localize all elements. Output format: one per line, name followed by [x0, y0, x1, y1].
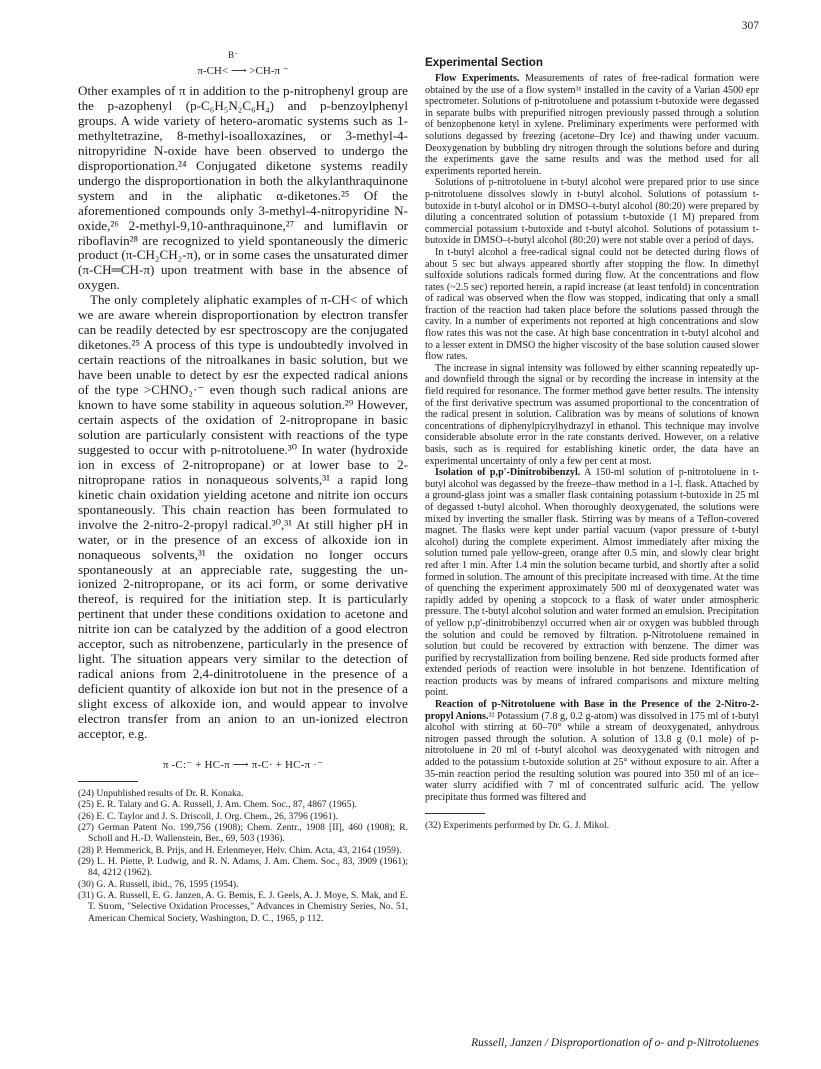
reference-item: (27) German Patent No. 199,756 (1908); Chem. Zentr., 1908 [II], 460 (1908); R. Scholl and H.-D. Wallenstein, Ber., 69, 503 (1936).	[78, 821, 408, 845]
footnote-divider	[425, 813, 485, 814]
experimental-text	[425, 73, 759, 803]
footnote-32: (32) Experiments performed by Dr. G. J. Mikol.	[425, 820, 610, 832]
equation-top	[78, 50, 408, 84]
paragraph-text: A 150-ml solution of p-nitrotoluene in t-butyl alcohol was degassed by the freeze–thaw method in a 1-l. flask. Attached by a ground-glass joint was a smaller flask containing potassium t-butoxide in 25 ml of degassed t-butyl alcohol. When thoroughly deoxygenated, the solutions were mixed by inverting the smaller flask. Stirring was by means of a Teflon-covered magnet. The flasks were kept under partial vacuum (vapor pressure of t-butyl alcohol) during the complete experiment. Almost immediately after mixing the solution turned pale yellow-green, orange after 0.5 min, and slowly clear bright red after 1 min. After 1.4 min the solution became turbid, and shortly after a solid formed in solution. The amount of this precipitate increased with time. At the time of quenching the experiment approximately 500 ml of deoxygenated water was rapidly added by opening a stopcock to a flask of water under atmospheric pressure. The t-butyl alcohol solution and water formed an emulsion. Precipitation of yellow p,p′-dinitrobibenzyl occurred when air or oxygen was bubbled through the solution and could be removed by filtration. p-Nitrotoluene remained in solution but could be recovered by extraction with benzene. The dimer was purified by recrystallization from boiling benzene. Red side products formed after extended periods of reaction were insoluble in hot benzene. Identification of reaction products was by means of infrared comparisons and mixture melting point.	[425, 467, 759, 699]
page-number: 307	[741, 20, 759, 32]
reference-list	[78, 788, 408, 924]
reference-item: (31) G. A. Russell, E. G. Janzen, A. G. Bemis, E. J. Geels, A. J. Moye, S. Mak, and E. T. Strom, "Selective Oxidation Processes," Advances in Chemistry Series, No. 51, American Chemical Society, Washington, D. C., 1965, p 112.	[78, 890, 408, 924]
right-column	[425, 50, 759, 831]
subheading: Isolation of p,p′-Dinitrobibenzyl.	[435, 467, 581, 479]
reference-item: (30) G. A. Russell, ibid., 76, 1595 (1954).	[78, 878, 239, 890]
paragraph-text: Solutions of p-nitrotoluene in t-butyl alcohol were prepared prior to use since p-nitrotoluene dissolves slowly in t-butyl alcohol. Solutions of potassium t-butoxide in t-butyl alcohol or in DMSO–t-butyl alcohol (80:20) were prepared by diluting a concentrated solution of potassium t-butoxide (1 M) prepared from commercial potassium t-butoxide and t-butyl alcohol. Solutions of potassium t-butoxide in DMSO–t-butyl alcohol (80:20) were not stable over a period of days.	[425, 177, 759, 247]
subheading: Flow Experiments.	[435, 73, 520, 84]
paragraph	[425, 73, 759, 177]
reference-item: (28) P. Hemmerick, B. Prijs, and H. Erlenmeyer, Helv. Chim. Acta, 43, 2164 (1959).	[78, 844, 402, 856]
reference-item: (26) E. C. Taylor and J. S. Driscoll, J. Org. Chem., 26, 3796 (1961).	[78, 810, 339, 822]
reference-item: (25) E. R. Talaty and G. A. Russell, J. Am. Chem. Soc., 87, 4867 (1965).	[78, 799, 357, 811]
section-title: Experimental Section	[425, 56, 543, 69]
running-footer: Russell, Janzen / Disproportionation of o- and p-Nitrotoluenes	[471, 1037, 759, 1049]
paragraph-text: In t-butyl alcohol a free-radical signal could not be detected during flows of about 5 sec but always appeared shortly after stopping the flow. In dimethyl sulfoxide solutions radicals formed during flow. At the concentrations and flow rates (~2.5 sec) reported herein, a rapid increase (at least tenfold) in concentration of radical was observed when the flow was stopped, indicating that only a small fraction of the reaction had taken place before the solutions passed through the cavity. In a number of experiments not reported at high concentrations and slow flow rates this was not the case. At high base concentration in t-butyl alcohol and to a lesser extent in DMSO the higher viscosity of the base solution caused slower flow rates.	[425, 246, 759, 363]
paragraph-text: The increase in signal intensity was followed by either scanning repeatedly up- and downfield through the signal or by recording the increase in intensity at the field required for resonance. The former method gave better results. The intensity of the first derivative spectrum was assumed proportional to the concentration of the radical present in solution. Calibration was by means of solutions of known concentrations of diphenylpicrylhydrazyl in ethanol. This technique may involve considerable absolute error in the rate constants derived. However, on a relative basis, such as is required for establishing kinetic order, the data have an experimental uncertainty of only a few per cent at most.	[425, 362, 759, 467]
reference-item: (24) Unpublished results of Dr. R. Konaka.	[78, 787, 244, 799]
footnote-divider	[78, 781, 138, 782]
left-body-text	[78, 84, 408, 742]
paragraph	[425, 177, 759, 247]
equation-electron-transfer: π -C:⁻ + HC-π ⟶ π-C· + HC-π ·⁻	[162, 758, 324, 771]
paragraph: The only completely aliphatic examples of π-CH< of which we are aware wherein disproportionation by electron transfer can be readily detected by esr spectroscopy are the conjugated diketones.²⁵ A process of this type is undoubtedly involved in certain reactions of the nitroalkanes in basic solution, but we have been unable to detect by esr the expected radical anions of the type >CHNO₂·⁻ even though such radical anions are known to have some stability in aqueous solution.²⁹ However, certain aspects of the oxidation of 2-nitropropane in basic solution are particularly consistent with reactions of the type suggested to occur with p-nitrotoluene.³⁰ In water (hydroxide ion in excess of 2-nitropropane) or at lower base to 2-nitropropane ratios in nonaqueous solvents,³¹ a rapid long kinetic chain oxidation yielding acetone and nitrite ion occurs spontaneously. This chain reaction has been formulated to involve the 2-nitro-2-propyl radical.³⁰,³¹ At still higher pH in water, or in the presence of an excess of alkoxide ion in nonaqueous solvents,³¹ the oxidation no longer occurs spontaneously at an appreciable rate, suggesting the un-ionized 2-nitropropane, or its aci form, or some derivative thereof, is required for the initiation step. It is particularly pertinent that under these conditions oxidation to acetone and nitrite ion can be catalyzed by the addition of a good electron acceptor, such as nitrobenzene, particularly in the presence of light. The situation appears very similar to the detection of radical anions from 2,4-dinitrotoluene in the presence of a deficient quantity of alkoxide ion but not in the presence of a slight excess of alkoxide ion, and would appear to involve electron transfer from an anion to an un-ionized electron acceptor, e.g.	[78, 292, 408, 741]
paragraph: Other examples of π in addition to the p-nitrophenyl group are the p-azophenyl (p-C₆H₅N₂C₆H₄) and p-benzoylphenyl groups. A wide variety of hetero-aromatic systems such as 1-methyltetrazine, 8-methyl-isoalloxazines, or 3-methyl-4-nitropyridine N-oxide have been observed to undergo the disproportionation.²⁴ Conjugated diketone systems readily undergo the disproportionation in both the alkylanthraquinone system and in the aliphatic α-diketones.²⁵ Of the aforementioned compounds only 3-methyl-4-nitropyridine N-oxide,²⁶ 2-methyl-9,10-anthraquinone,²⁷ and lumiflavin or riboflavin²⁸ are recognized to yield spontaneously the dimeric product (π-CH₂CH₂-π), or in some cases the unsaturated dimer (π-CH═CH-π) upon treatment with base in the absence of oxygen.	[78, 83, 408, 293]
paragraph	[425, 363, 759, 467]
paragraph-text: Measurements of rates of free-radical formation were obtained by the use of a flow system³¹ installed in the cavity of a Varian 4500 epr spectrometer. Solutions of p-nitrotoluene and potassium t-butoxide were degassed in separate bulbs with prepurified nitrogen previously passed through a solution of benzophenone ketyl in xylene. Preliminary experiments were performed with solutions degassed by freezing (acetone–Dry Ice) and thawing under vacuum. Deoxygenation by bubbling dry nitrogen through the solutions before and during the experiments gave the same results and was the method used for all experiments reported herein.	[425, 73, 759, 177]
equation-top-text: π-CH< ⟶ >CH-π ⁻	[197, 65, 289, 77]
left-column	[78, 50, 408, 924]
paragraph	[425, 247, 759, 363]
paragraph	[425, 467, 759, 699]
reference-item: (29) L. H. Piette, P. Ludwig, and R. N. Adams, J. Am. Chem. Soc., 83, 3909 (1961); 84, 4212 (1962).	[78, 856, 408, 879]
paragraph	[425, 699, 759, 803]
subheading: Reaction of p-Nitrotoluene with Base in the Presence of the 2-Nitro-2-propyl Anions.	[425, 699, 759, 722]
equation-top-base: B⁻	[228, 50, 239, 60]
paragraph-text: ³² Potassium (7.8 g, 0.2 g-atom) was dissolved in 175 ml of t-butyl alcohol with stirring at 60–70° while a stream of deoxygenated, anhydrous nitrogen passed through the solution. A solution of 13.8 g (0.1 mole) of p-nitrotoluene in 20 ml of t-butyl alcohol was deoxygenated with nitrogen and added to the potassium t-butoxide solution at 25° without exposure to air. After a 35-min reaction period the resulting solution was poured into 350 ml of an ice–water slurry acidified with 7 ml of concentrated sulfuric acid. The yellow precipitate thus formed was filtered and	[425, 710, 759, 803]
